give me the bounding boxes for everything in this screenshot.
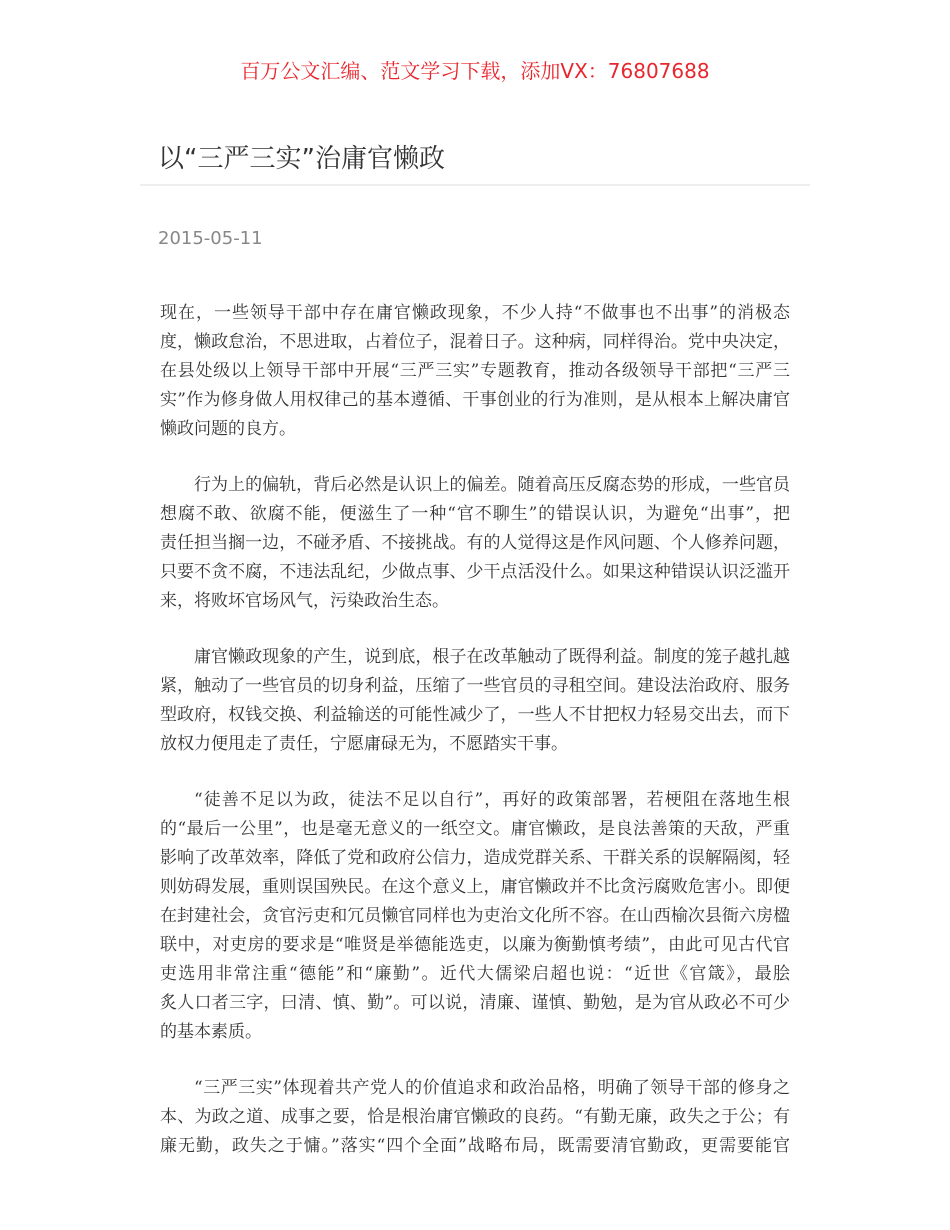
paragraph-line: 的“最后一公里”，也是毫无意义的一纸空文。庸官懒政，是良法善策的天敌，严重 xyxy=(160,819,790,839)
publish-date: 2015-05-11 xyxy=(158,228,263,249)
article-paragraph xyxy=(160,299,790,444)
paragraph-line: 度，懒政怠治，不思进取，占着位子，混着日子。这种病，同样得治。党中央决定， xyxy=(160,332,790,352)
paragraph-line: 放权力便甩走了责任，宁愿庸碌无为，不愿踏实干事。 xyxy=(160,734,568,754)
paragraph-line: 的基本素质。 xyxy=(160,1022,262,1042)
paragraph-line: 行为上的偏轨，背后必然是认识上的偏差。随着高压反腐态势的形成，一些官员 xyxy=(194,475,790,495)
paragraph-line: 联中，对吏房的要求是“唯贤是举德能选吏，以廉为衡勤慎考绩”，由此可见古代官 xyxy=(160,935,790,955)
paragraph-line: “徒善不足以为政，徒法不足以自行”，再好的政策部署，若梗阻在落地生根 xyxy=(194,790,790,810)
page-title: 以“三严三实”治庸官懒政 xyxy=(158,144,445,174)
paragraph-line: 责任担当搁一边，不碰矛盾、不接挑战。有的人觉得这是作风问题、个人修养问题， xyxy=(160,533,790,553)
paragraph-line: “三严三实”体现着共产党人的价值追求和政治品格，明确了领导干部的修身之 xyxy=(194,1078,790,1098)
paragraph-line: 实”作为修身做人用权律己的基本遵循、干事创业的行为准则，是从根本上解决庸官 xyxy=(160,390,790,410)
paragraph-line: 紧，触动了一些官员的切身利益，压缩了一些官员的寻租空间。建设法治政府、服务 xyxy=(160,676,790,696)
article-paragraph xyxy=(160,643,790,759)
paragraph-line: 现在，一些领导干部中存在庸官懒政现象，不少人持“不做事也不出事”的消极态 xyxy=(160,303,790,323)
title-divider xyxy=(140,184,810,186)
article-paragraph xyxy=(160,786,790,1047)
article-body xyxy=(160,299,790,1188)
promo-banner: 百万公文汇编、范文学习下载，添加VX：76807688 xyxy=(240,59,710,83)
paragraph-line: 型政府，权钱交换、利益输送的可能性减少了，一些人不甘把权力轻易交出去，而下 xyxy=(160,705,790,725)
paragraph-line: 只要不贪不腐，不违法乱纪，少做点事、少干点活没什么。如果这种错误认识泛滥开 xyxy=(160,562,790,582)
paragraph-line: 在县处级以上领导干部中开展“三严三实”专题教育，推动各级领导干部把“三严三 xyxy=(160,361,790,381)
paragraph-line: 在封建社会，贪官污吏和冗员懒官同样也为吏治文化所不容。在山西榆次县衙六房楹 xyxy=(160,906,790,926)
paragraph-line: 本、为政之道、成事之要，恰是根治庸官懒政的良药。“有勤无廉，政失之于公；有 xyxy=(160,1107,790,1127)
paragraph-line: 则妨碍发展，重则误国殃民。在这个意义上，庸官懒政并不比贪污腐败危害小。即便 xyxy=(160,877,790,897)
paragraph-line: 想腐不敢、欲腐不能，便滋生了一种“官不聊生”的错误认识，为避免“出事”，把 xyxy=(160,504,790,524)
paragraph-line: 廉无勤，政失之于慵。”落实“四个全面”战略布局，既需要清官勤政，更需要能官 xyxy=(160,1136,790,1156)
paragraph-line: 懒政问题的良方。 xyxy=(160,419,296,439)
paragraph-line: 吏选用非常注重“德能”和“廉勤”。近代大儒梁启超也说：“近世《官箴》，最脍 xyxy=(160,964,790,984)
paragraph-line: 炙人口者三字，曰清、慎、勤”。可以说，清廉、谨慎、勤勉，是为官从政必不可少 xyxy=(160,993,790,1013)
paragraph-line: 庸官懒政现象的产生，说到底，根子在改革触动了既得利益。制度的笼子越扎越 xyxy=(194,647,790,667)
paragraph-line: 影响了改革效率，降低了党和政府公信力，造成党群关系、干群关系的误解隔阂，轻 xyxy=(160,848,790,868)
paragraph-line: 来，将败坏官场风气，污染政治生态。 xyxy=(160,591,449,611)
article-paragraph xyxy=(160,471,790,616)
article-paragraph xyxy=(160,1074,790,1161)
